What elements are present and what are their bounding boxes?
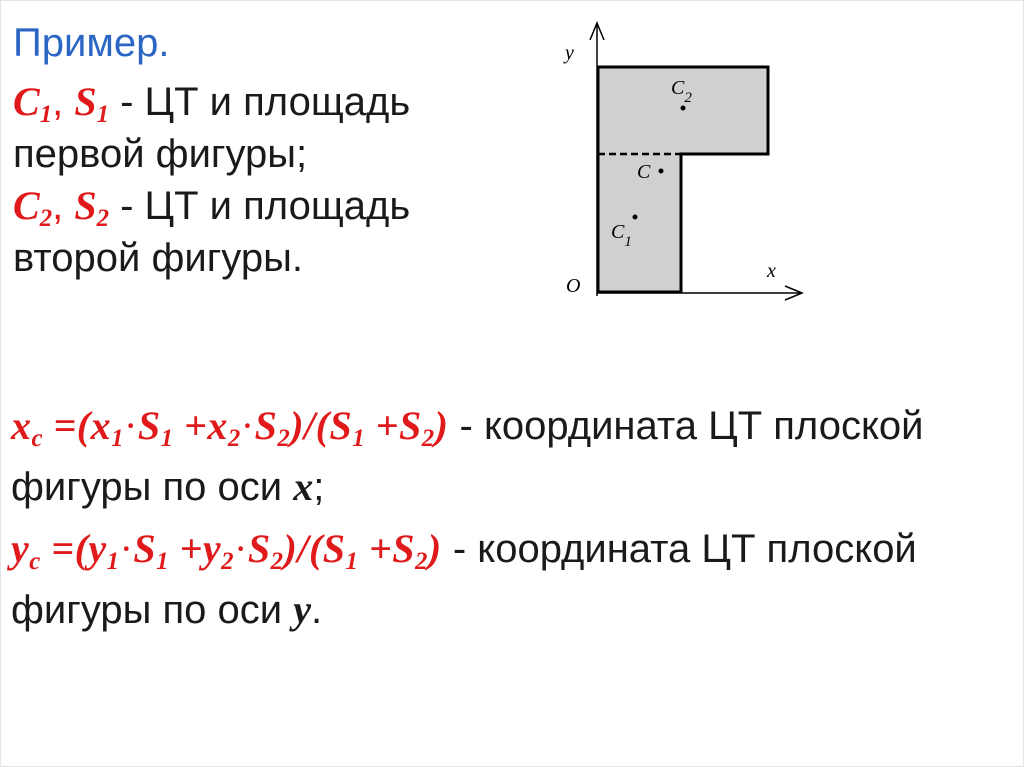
formula-y-line-2 (11, 586, 322, 634)
c1-point (633, 215, 638, 220)
formula-x: $x_c =(x_1\cdot S_1 +x_2\cdot S_2)/(S_1 +S_2)$ (11, 403, 449, 452)
c1-label: $C_1$ (611, 221, 632, 250)
c2-symbol: $C_2$ (13, 183, 53, 232)
c-point (659, 169, 664, 174)
formula-x-line-2 (11, 463, 324, 511)
definition-1-line-2: первой фигуры; (13, 132, 308, 176)
axis-x-label: x (767, 260, 776, 282)
formula-y-description: - координата ЦТ плоской (441, 527, 917, 571)
definition-1-line-1 (13, 78, 410, 126)
s1-symbol: $S_1$ (74, 79, 109, 128)
origin-label: O (566, 275, 581, 297)
formula-y-line-1 (11, 525, 917, 573)
l-shape-diagram (551, 11, 811, 311)
slide-title: Пример. (13, 21, 170, 65)
formula-y-end: . (311, 588, 323, 632)
c2-label: $C_2$ (671, 77, 692, 106)
axis-y-label: y (565, 42, 574, 64)
definition-2-line-1 (13, 182, 410, 230)
formula-y: $y_c =(y_1\cdot S_1 +y_2\cdot S_2)/(S_1 +S_2)$ (11, 526, 442, 575)
def2-separator: , (52, 184, 75, 228)
formula-x-line-2-text: фигуры по оси (11, 465, 294, 509)
formula-x-axis-symbol: x (293, 464, 314, 509)
def1-text: - ЦТ и площадь (108, 80, 411, 124)
formula-x-line-1 (11, 402, 923, 450)
c1-symbol: $C_1$ (13, 79, 53, 128)
definition-2-line-2: второй фигуры. (13, 236, 303, 280)
l-shape (598, 67, 768, 292)
formula-x-description: - координата ЦТ плоской (448, 404, 924, 448)
c-label: C (637, 161, 651, 183)
formula-x-end: ; (313, 465, 325, 509)
s2-symbol: $S_2$ (74, 183, 109, 232)
def2-text: - ЦТ и площадь (108, 184, 411, 228)
def1-separator: , (52, 80, 75, 124)
c2-point (681, 106, 686, 111)
formula-y-axis-symbol: y (293, 587, 311, 632)
formula-y-line-2-text: фигуры по оси (11, 588, 294, 632)
